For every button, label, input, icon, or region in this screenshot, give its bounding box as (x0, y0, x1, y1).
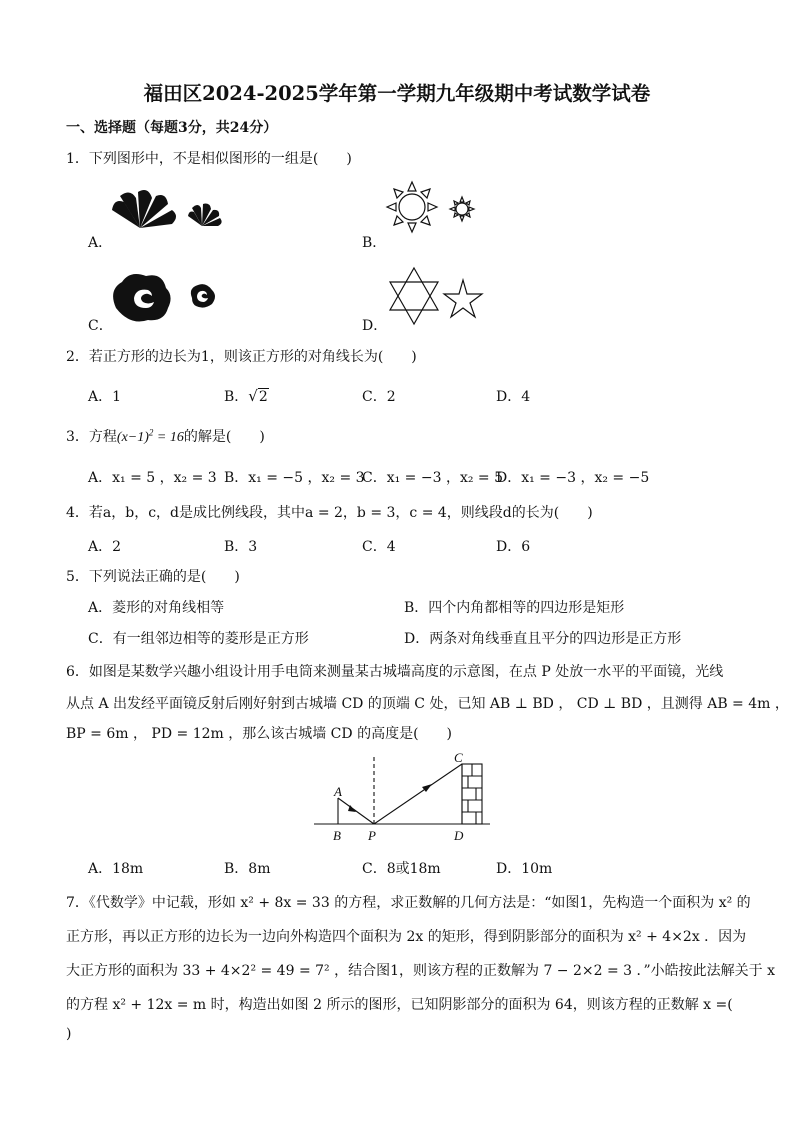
question-6-line-3: BP = 6m ， PD = 12m ，那么该古城墙 CD 的高度是( ) (66, 726, 452, 742)
q1-option-d-label: D． (362, 318, 388, 334)
question-7-line-3: 大正方形的面积为 33 + 4×2² = 49 = 7² ，结合图1，则该方程的正数解为 7 − 2×2 = 3 ．”小皓按此法解关于 x (66, 963, 776, 979)
question-7-line-4: 的方程 x² + 12x = m 时，构造出如图 2 所示的图形，已知阴影部分的面积为 64，则该方程的正数解 x =( (66, 997, 733, 1013)
q5-option-b: B．四个内角都相等的四边形是矩形 (404, 600, 625, 616)
q1-option-c-clouds (108, 268, 223, 328)
q6-option-c: C．8或18m (362, 861, 441, 877)
question-7-line-1: 7．《代数学》中记载，形如 x² + 8x = 33 的方程，求正数解的几何方法是：“如图1，先构造一个面积为 x² 的 (66, 895, 751, 911)
q5-option-a: A．菱形的对角线相等 (88, 600, 225, 616)
q2-option-c: C．2 (362, 389, 396, 405)
q2-option-a: A．1 (88, 389, 122, 405)
q5-option-d: D．两条对角线垂直且平分的四边形是正方形 (404, 631, 682, 647)
q2-option-d: D．4 (496, 389, 531, 405)
q6-option-d: D．10m (496, 861, 553, 877)
q3-stem-pre: 3．方程 (66, 429, 117, 445)
q6-label-d: D (454, 828, 464, 843)
sqrt-symbol: √ (248, 387, 258, 405)
q1-option-a-shells (110, 188, 235, 232)
q3-option-b: B．x₁ = −5 ，x₂ = 3 (224, 470, 365, 486)
question-6-line-2: 从点 A 出发经平面镜反射后刚好射到古城墙 CD 的顶端 C 处，已知 AB ⊥ BD ， CD ⊥ BD ，且测得 AB = 4m ， (66, 696, 789, 712)
section-heading: 一、选择题（每题3分，共24分） (66, 120, 278, 136)
q3-option-c: C．x₁ = −3 ，x₂ = 5 (362, 470, 503, 486)
page-title: 福田区2024-2025学年第一学期九年级期中考试数学试卷 (143, 82, 651, 105)
q6-label-p: P (368, 828, 376, 843)
question-6-line-1: 6．如图是某数学兴趣小组设计用手电筒来测量某古城墙高度的示意图，在点 P 处放一水平的平面镜，光线 (66, 664, 724, 680)
q1-option-a-label: A． (88, 235, 113, 251)
q6-option-a: A．18m (88, 861, 144, 877)
q1-option-d-stars (386, 266, 486, 326)
q3-option-d: D．x₁ = −3 ，x₂ = −5 (496, 470, 650, 486)
q6-label-a: A (334, 784, 342, 799)
q2-option-b-label: B． (224, 389, 249, 405)
question-5-stem: 5．下列说法正确的是( ) (66, 569, 240, 585)
q1-option-b-suns (384, 180, 479, 235)
q4-option-c: C．4 (362, 539, 396, 555)
question-3-stem (66, 426, 265, 446)
q1-option-b-label: B． (362, 235, 387, 251)
q4-option-a: A．2 (88, 539, 122, 555)
question-7-line-5: ) (66, 1026, 72, 1042)
q6-label-c: C (454, 750, 463, 765)
q6-label-b: B (333, 828, 341, 843)
question-4-stem: 4．若a，b，c，d是成比例线段，其中a = 2，b = 3，c = 4，则线段d的长为( ) (66, 505, 593, 521)
question-1-stem: 1．下列图形中，不是相似图形的一组是( ) (66, 151, 352, 167)
q6-option-b: B．8m (224, 861, 271, 877)
q1-option-c-label: C． (88, 318, 113, 334)
q2-option-b (224, 386, 269, 406)
q5-option-c: C．有一组邻边相等的菱形是正方形 (88, 631, 309, 647)
q6-diagram (312, 750, 492, 845)
q3-option-a: A．x₁ = 5 ，x₂ = 3 (88, 470, 217, 486)
question-2-stem: 2．若正方形的边长为1，则该正方形的对角线长为( ) (66, 349, 417, 365)
q4-option-d: D．6 (496, 539, 531, 555)
q3-stem-post: 的解是( ) (183, 429, 265, 445)
q4-option-b: B．3 (224, 539, 258, 555)
question-7-line-2: 正方形，再以正方形的边长为一边向外构造四个面积为 2x 的矩形，得到阴影部分的面积为 x² + 4×2x ．因为 (66, 929, 747, 945)
q2-option-b-radicand: 2 (258, 389, 268, 405)
q3-equation: $(x-1)^2 = 16$ (116, 427, 184, 445)
